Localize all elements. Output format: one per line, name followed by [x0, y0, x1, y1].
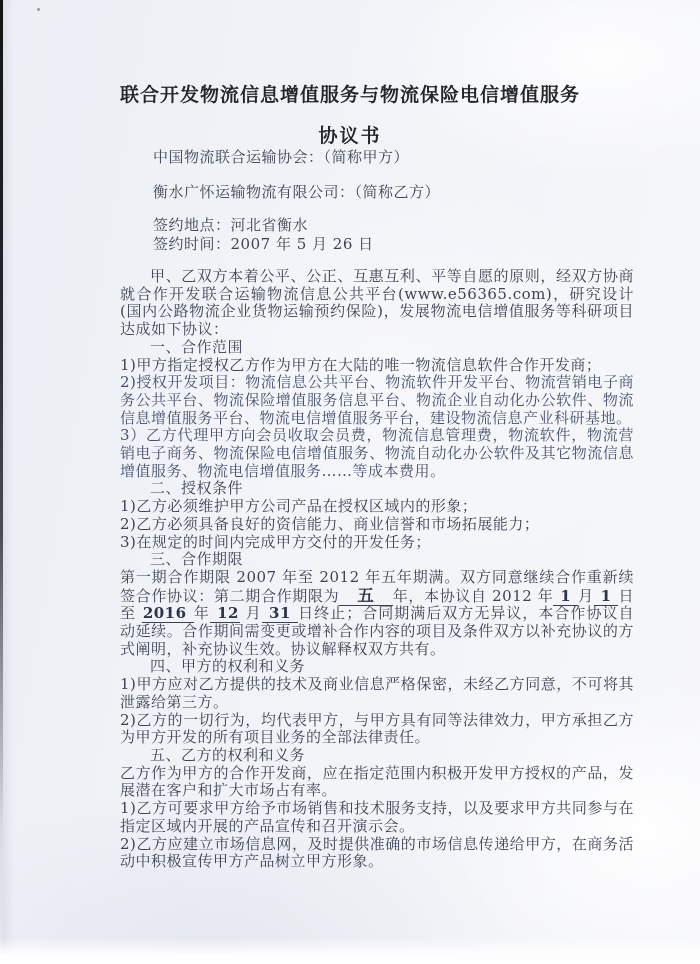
- section-1-item-2: 2)授权开发项目：物流信息公共平台、物流软件开发平台、物流营销电子商务公共平台、物流保险增值服务信息平台、物流企业自动化办公软件、物流信息增值服务平台、物流电信增值服务平台，建设物流信息产业科研基地。: [120, 373, 634, 427]
- document-header: [0, 80, 700, 148]
- intro-paragraph: 甲、乙双方本着公平、公正、互惠互利、平等自愿的原则，经双方协商就合作开发联合运输物流信息公共平台(www.e56365.com)，研究设计(国内公路物流企业货物运输预约保险)，发展物流电信增值服务等科研项目达成如下协议：: [120, 267, 634, 339]
- document-subtitle: 协议书: [318, 125, 382, 147]
- section-1-heading: 一、合作范围: [150, 337, 244, 356]
- section-2-heading: 二、授权条件: [150, 479, 244, 498]
- sign-place-line: 签约地点：河北省衡水: [153, 216, 309, 234]
- party-a-line: 中国物流联合运输协会：（简称甲方）: [153, 148, 410, 166]
- section-2-item-1: 1)乙方必须维护甲方公司产品在授权区域内的形象；: [120, 497, 478, 516]
- section-5-item-2: 2)乙方应建立市场信息网，及时提供准确的市场信息传递给甲方，在商务活动中积极宣传甲方产品树立甲方形象。: [120, 834, 634, 871]
- section-4-item-1: 1)甲方应对乙方提供的技术及商业信息严格保密，未经乙方同意，不可将其泄露给第三方。: [120, 675, 634, 711]
- signing-info-block: [153, 216, 374, 254]
- paper-bottom-highlight: [0, 938, 700, 964]
- section-2-item-2: 2)乙方必须具备良好的资信能力、商业信誉和市场拓展能力；: [120, 514, 540, 533]
- section-5-item-1: 1)乙方可要求甲方给予市场销售和技术服务支持，以及要求甲方共同参与在指定区域内开展的产品宣传和召开演示会。: [120, 799, 634, 835]
- section-2-item-3: 3)在规定的时间内完成甲方交付的开发任务；: [120, 532, 431, 551]
- section-4-heading: 四、甲方的权利和义务: [150, 657, 306, 676]
- sign-date-line: 签约时间：2007 年 5 月 26 日: [153, 235, 374, 253]
- party-b-line: 衡水广怀运输物流有限公司：（简称乙方）: [153, 183, 441, 201]
- section-1-item-3: 3）乙方代理甲方向会员收取会员费，物流信息管理费，物流软件，物流营销电子商务、物流保险电信增值服务、物流自动化办公软件及其它物流信息增值服务、物流电信增值服务……等成本费用。: [120, 426, 634, 480]
- section-3-body: 第一期合作期限 2007 年至 2012 年五年期满。双方同意继续合作重新续签合作协议：第二期合作期限为 五 年，本协议自 2012 年 1 月 1 日 至 2016 年 12 月 31 日终止；合同期满后双方无异议，本合作协议自动延续。合作期间需变更或增补合作内容的项目及条件双方以补充协议的方式阐明，补充协议生效。协议解释权双方共有。: [120, 567, 634, 658]
- section-5-intro: 乙方作为甲方的合作开发商，应在指定范围内积极开发甲方授权的产品，发展潜在客户和扩大市场占有率。: [120, 763, 634, 800]
- section-4-item-2: 2)乙方的一切行为，均代表甲方，与甲方具有同等法律效力，甲方承担乙方为甲方开发的所有项目业务的全部法律责任。: [120, 710, 634, 747]
- section-3-heading: 三、合作期限: [150, 550, 244, 569]
- section-1-item-1: 1)甲方指定授权乙方作为甲方在大陆的唯一物流信息软件合作开发商；: [120, 355, 602, 374]
- section-5-heading: 五、乙方的权利和义务: [150, 745, 306, 764]
- tan-binding-strip: [1, 128, 9, 333]
- document-title: 联合开发物流信息增值服务与物流保险电信增值服务: [119, 84, 580, 106]
- scan-dust-speck: [37, 8, 40, 11]
- document-body: [120, 268, 634, 871]
